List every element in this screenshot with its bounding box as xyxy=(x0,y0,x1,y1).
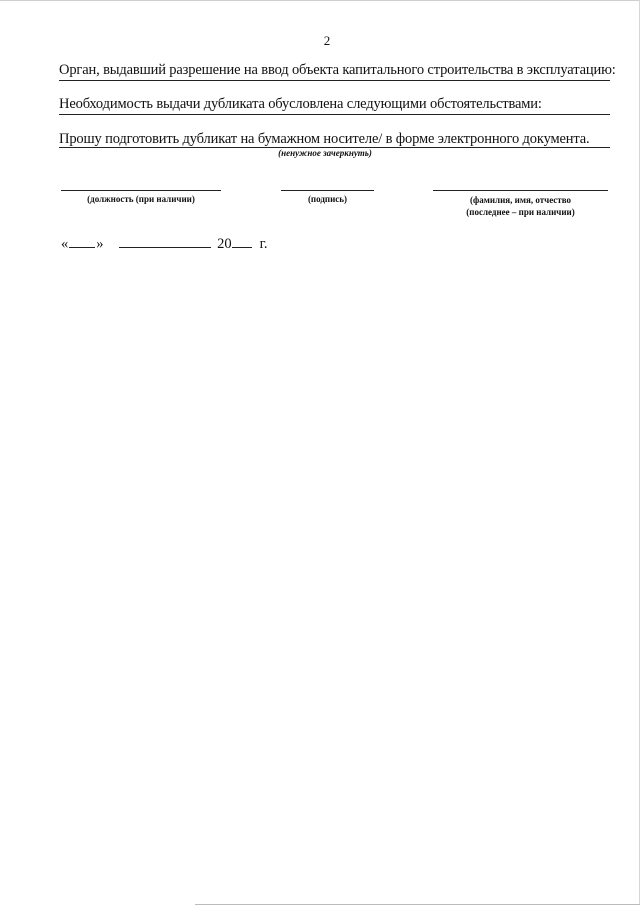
year-prefix: 20 xyxy=(217,236,232,252)
reason-label: Необходимость выдачи дубликата обусловлена следующими обстоятельствами: xyxy=(59,96,542,112)
strike-out-hint: (ненужное зачеркнуть) xyxy=(278,148,372,158)
issuing-authority-label: Орган, выдавший разрешение на ввод объекта капитального строительства в эксплуатацию: xyxy=(59,62,616,78)
year-blank[interactable] xyxy=(232,233,252,248)
fullname-caption xyxy=(433,194,608,218)
position-caption: (должность (при наличии) xyxy=(87,194,195,204)
issuing-authority-field[interactable] xyxy=(59,62,616,81)
page-edge-top xyxy=(0,0,640,1)
month-blank[interactable] xyxy=(119,233,211,248)
page-number: 2 xyxy=(323,33,331,48)
year-suffix: г. xyxy=(259,236,268,252)
date-close-quote: » xyxy=(96,236,104,252)
signature-caption: (подпись) xyxy=(307,194,348,204)
reason-field[interactable] xyxy=(59,96,610,115)
fullname-signature-line[interactable] xyxy=(433,190,608,191)
signature-line[interactable] xyxy=(281,190,374,191)
position-signature-line[interactable] xyxy=(61,190,221,191)
date-open-quote: « xyxy=(61,236,69,252)
request-field[interactable] xyxy=(59,131,610,148)
day-blank[interactable] xyxy=(69,233,95,248)
fullname-caption-line1: (фамилия, имя, отчество xyxy=(469,195,572,205)
fullname-caption-line2: (последнее – при наличии) xyxy=(466,207,575,217)
date-row xyxy=(61,233,268,253)
request-label: Прошу подготовить дубликат на бумажном носителе/ в форме электронного документа. xyxy=(59,131,590,147)
